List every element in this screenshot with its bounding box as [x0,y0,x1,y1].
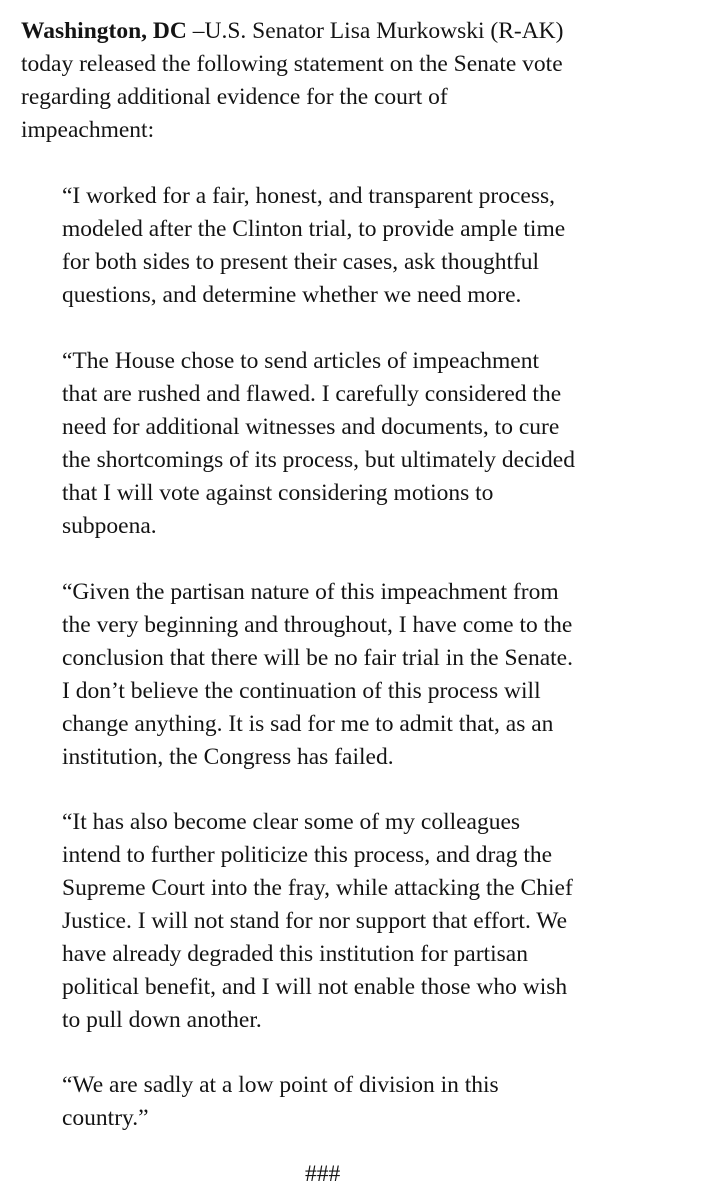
intro-line [21,15,563,48]
quote-line: the shortcomings of its process, but ultimately decided [62,447,575,473]
quote-line: subpoena. [62,513,157,539]
quote-line: that I will vote against considering motions to [62,480,494,506]
quote-line: intend to further politicize this process, and drag the [62,842,553,868]
quote-line: conclusion that there will be no fair trial in the Senate. [62,645,573,671]
quote-line: modeled after the Clinton trial, to provide ample time [62,216,566,242]
quote-line: Justice. I will not stand for nor support that effort. We [62,908,568,934]
quote-line: institution, the Congress has failed. [62,744,394,770]
intro-line: today released the following statement on the Senate vote [21,51,563,77]
quote-line: “The House chose to send articles of impeachment [62,348,540,374]
quote-line: “I worked for a fair, honest, and transparent process, [62,183,556,209]
quote-line: have already degraded this institution for partisan [62,941,528,967]
end-of-release-mark: ### [305,1161,341,1187]
intro-first-line-text: –U.S. Senator Lisa Murkowski (R-AK) [186,18,564,44]
quote-line: to pull down another. [62,1007,262,1033]
quote-line: change anything. It is sad for me to admit that, as an [62,711,554,737]
quote-line: “It has also become clear some of my colleagues [62,809,521,835]
intro-line: regarding additional evidence for the court of [21,84,448,110]
quote-line: for both sides to present their cases, ask thoughtful [62,249,540,275]
quote-line: “We are sadly at a low point of division in this [62,1072,499,1098]
quote-line: political benefit, and I will not enable those who wish [62,974,568,1000]
quote-line: “Given the partisan nature of this impeachment from [62,579,559,605]
quote-line: questions, and determine whether we need more. [62,282,522,308]
dateline: Washington, DC [21,18,187,44]
quote-line: country.” [62,1105,149,1131]
quote-line: that are rushed and flawed. I carefully considered the [62,381,562,407]
quote-line: I don’t believe the continuation of this process will [62,678,541,704]
quote-line: need for additional witnesses and documents, to cure [62,414,560,440]
quote-line: the very beginning and throughout, I have come to the [62,612,573,638]
quote-line: Supreme Court into the fray, while attacking the Chief [62,875,573,901]
intro-line: impeachment: [21,117,155,143]
